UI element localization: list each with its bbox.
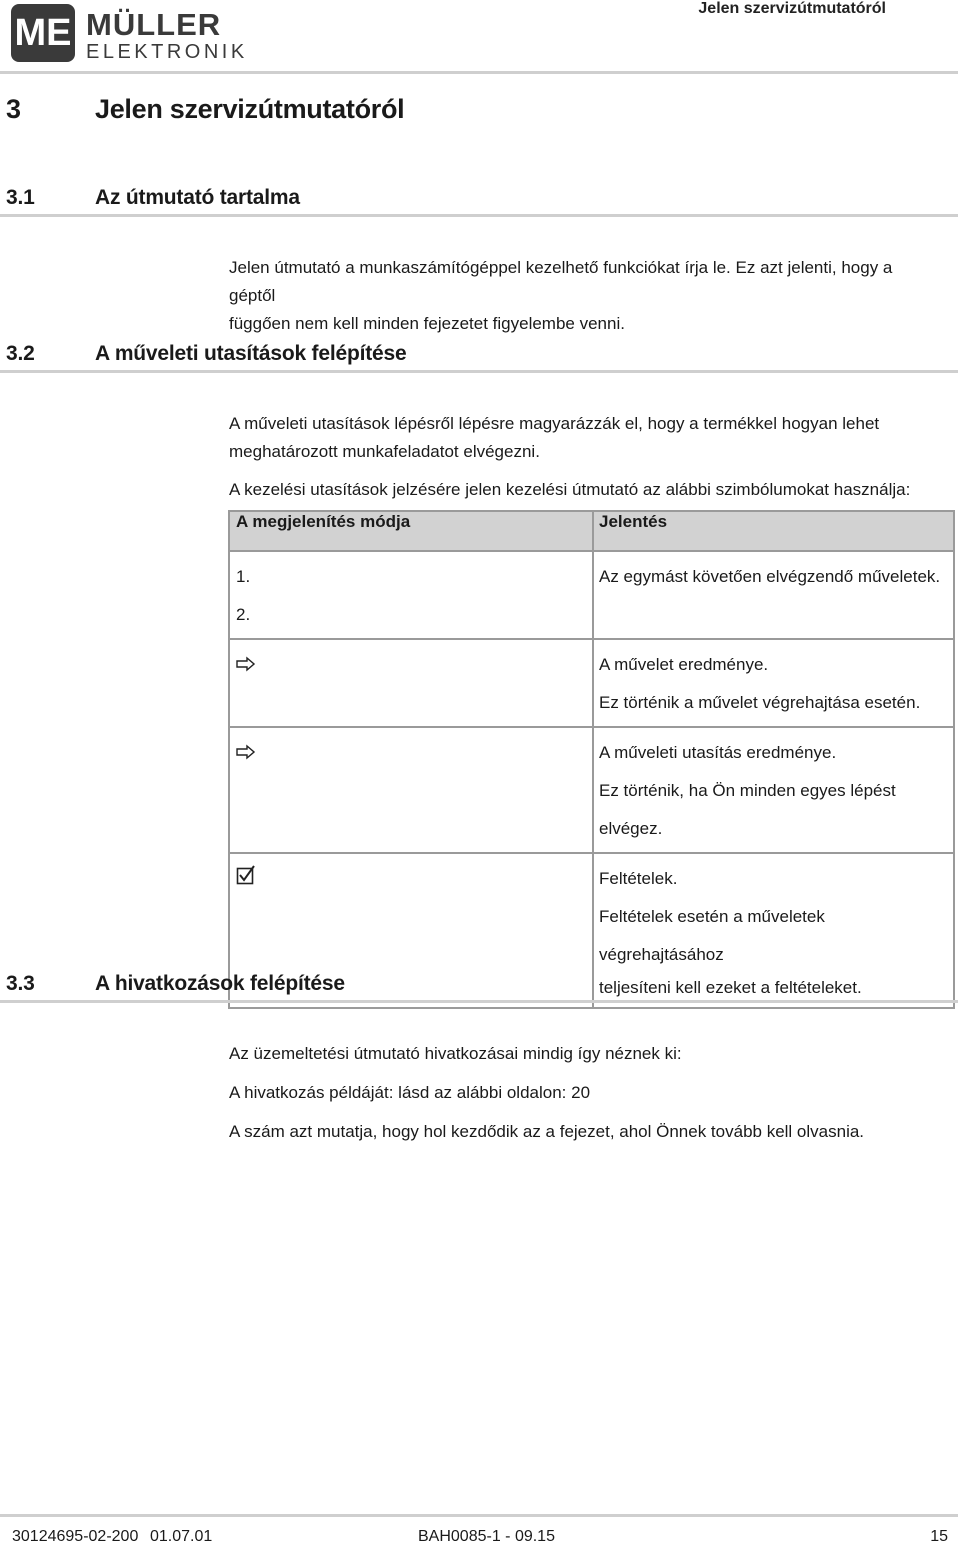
paragraph-line: A műveleti utasítások lépésről lépésre magyarázzák el, hogy a termékkel hogyan lehet	[229, 414, 880, 433]
header-divider	[0, 71, 958, 74]
table-intro: A kezelési utasítások jelzésére jelen kezelési útmutató az alábbi szimbólumokat használja:	[229, 480, 911, 499]
section-rule	[0, 1000, 958, 1003]
section-3-1-paragraph	[229, 254, 929, 338]
meaning-text: Feltételek esetén a műveletek végrehajtásához	[599, 907, 825, 964]
footer-page-number: 15	[930, 1528, 948, 1545]
meaning-text: teljesíteni kell ezeket a feltételeket.	[599, 978, 862, 997]
chapter-title: Jelen szervizútmutatóról	[95, 94, 405, 124]
paragraph-line: meghatározott munkafeladatot elvégezni.	[229, 442, 540, 461]
step-number: 2.	[236, 605, 251, 624]
section-number: 3.1	[6, 186, 35, 209]
arrow-outline-icon	[236, 735, 256, 773]
table-header-row	[229, 511, 954, 551]
table-row	[229, 727, 954, 853]
section-number: 3.2	[6, 342, 35, 365]
chapter-heading	[6, 94, 404, 125]
column-header-display: A megjelenítés módja	[229, 511, 593, 551]
section-3-2-paragraph	[229, 410, 929, 466]
reference-paragraph: A hivatkozás példáját: lásd az alábbi oldalon: 20	[229, 1083, 591, 1102]
table-row	[229, 639, 954, 727]
section-rule	[0, 370, 958, 373]
running-title: Jelen szervizútmutatóról	[698, 0, 886, 17]
meaning-text: A műveleti utasítás eredménye.	[599, 743, 837, 762]
footer-divider	[0, 1514, 958, 1517]
section-title: A műveleti utasítások felépítése	[95, 342, 407, 365]
logo-line2: ELEKTRONIK	[86, 41, 248, 63]
section-3-2-heading	[6, 342, 406, 366]
footer-version: 01.07.01	[150, 1528, 213, 1545]
meaning-text: Az egymást követően elvégzendő műveletek.	[599, 567, 941, 586]
meaning-text: Feltételek.	[599, 869, 678, 888]
section-number: 3.3	[6, 972, 35, 995]
step-number: 1.	[236, 567, 251, 586]
arrow-outline-icon	[236, 647, 256, 685]
section-title: Az útmutató tartalma	[95, 186, 300, 209]
section-3-1-heading	[6, 186, 300, 210]
meaning-text: Ez történik a művelet végrehajtása esetén.	[599, 693, 921, 712]
footer-manual-code: BAH0085-1 - 09.15	[418, 1528, 555, 1545]
chapter-number: 3	[6, 94, 21, 124]
section-title: A hivatkozások felépítése	[95, 972, 345, 995]
logo-line1: MÜLLER	[86, 7, 222, 42]
paragraph-line: függően nem kell minden fejezetet figyelembe venni.	[229, 314, 625, 333]
logo-letters: ME	[14, 12, 72, 54]
reference-paragraph: A szám azt mutatja, hogy hol kezdődik az a fejezet, ahol Önnek tovább kell olvasnia.	[229, 1122, 865, 1141]
reference-paragraph: Az üzemeltetési útmutató hivatkozásai mindig így néznek ki:	[229, 1044, 682, 1063]
paragraph-line: Jelen útmutató a munkaszámítógéppel kezelhető funkciókat írja le. Ez azt jelenti, hogy a géptől	[229, 258, 893, 305]
checkbox-checked-icon	[236, 861, 256, 899]
footer-doc-number: 30124695-02-200	[12, 1528, 139, 1545]
meaning-text: Ez történik, ha Ön minden egyes lépést elvégez.	[599, 781, 896, 838]
section-3-3-heading	[6, 972, 345, 996]
section-rule	[0, 214, 958, 217]
column-header-meaning: Jelentés	[593, 511, 954, 551]
symbol-table	[228, 510, 955, 1009]
meaning-text: A művelet eredménye.	[599, 655, 769, 674]
table-row	[229, 551, 954, 639]
muller-elektronik-logo	[10, 2, 248, 64]
